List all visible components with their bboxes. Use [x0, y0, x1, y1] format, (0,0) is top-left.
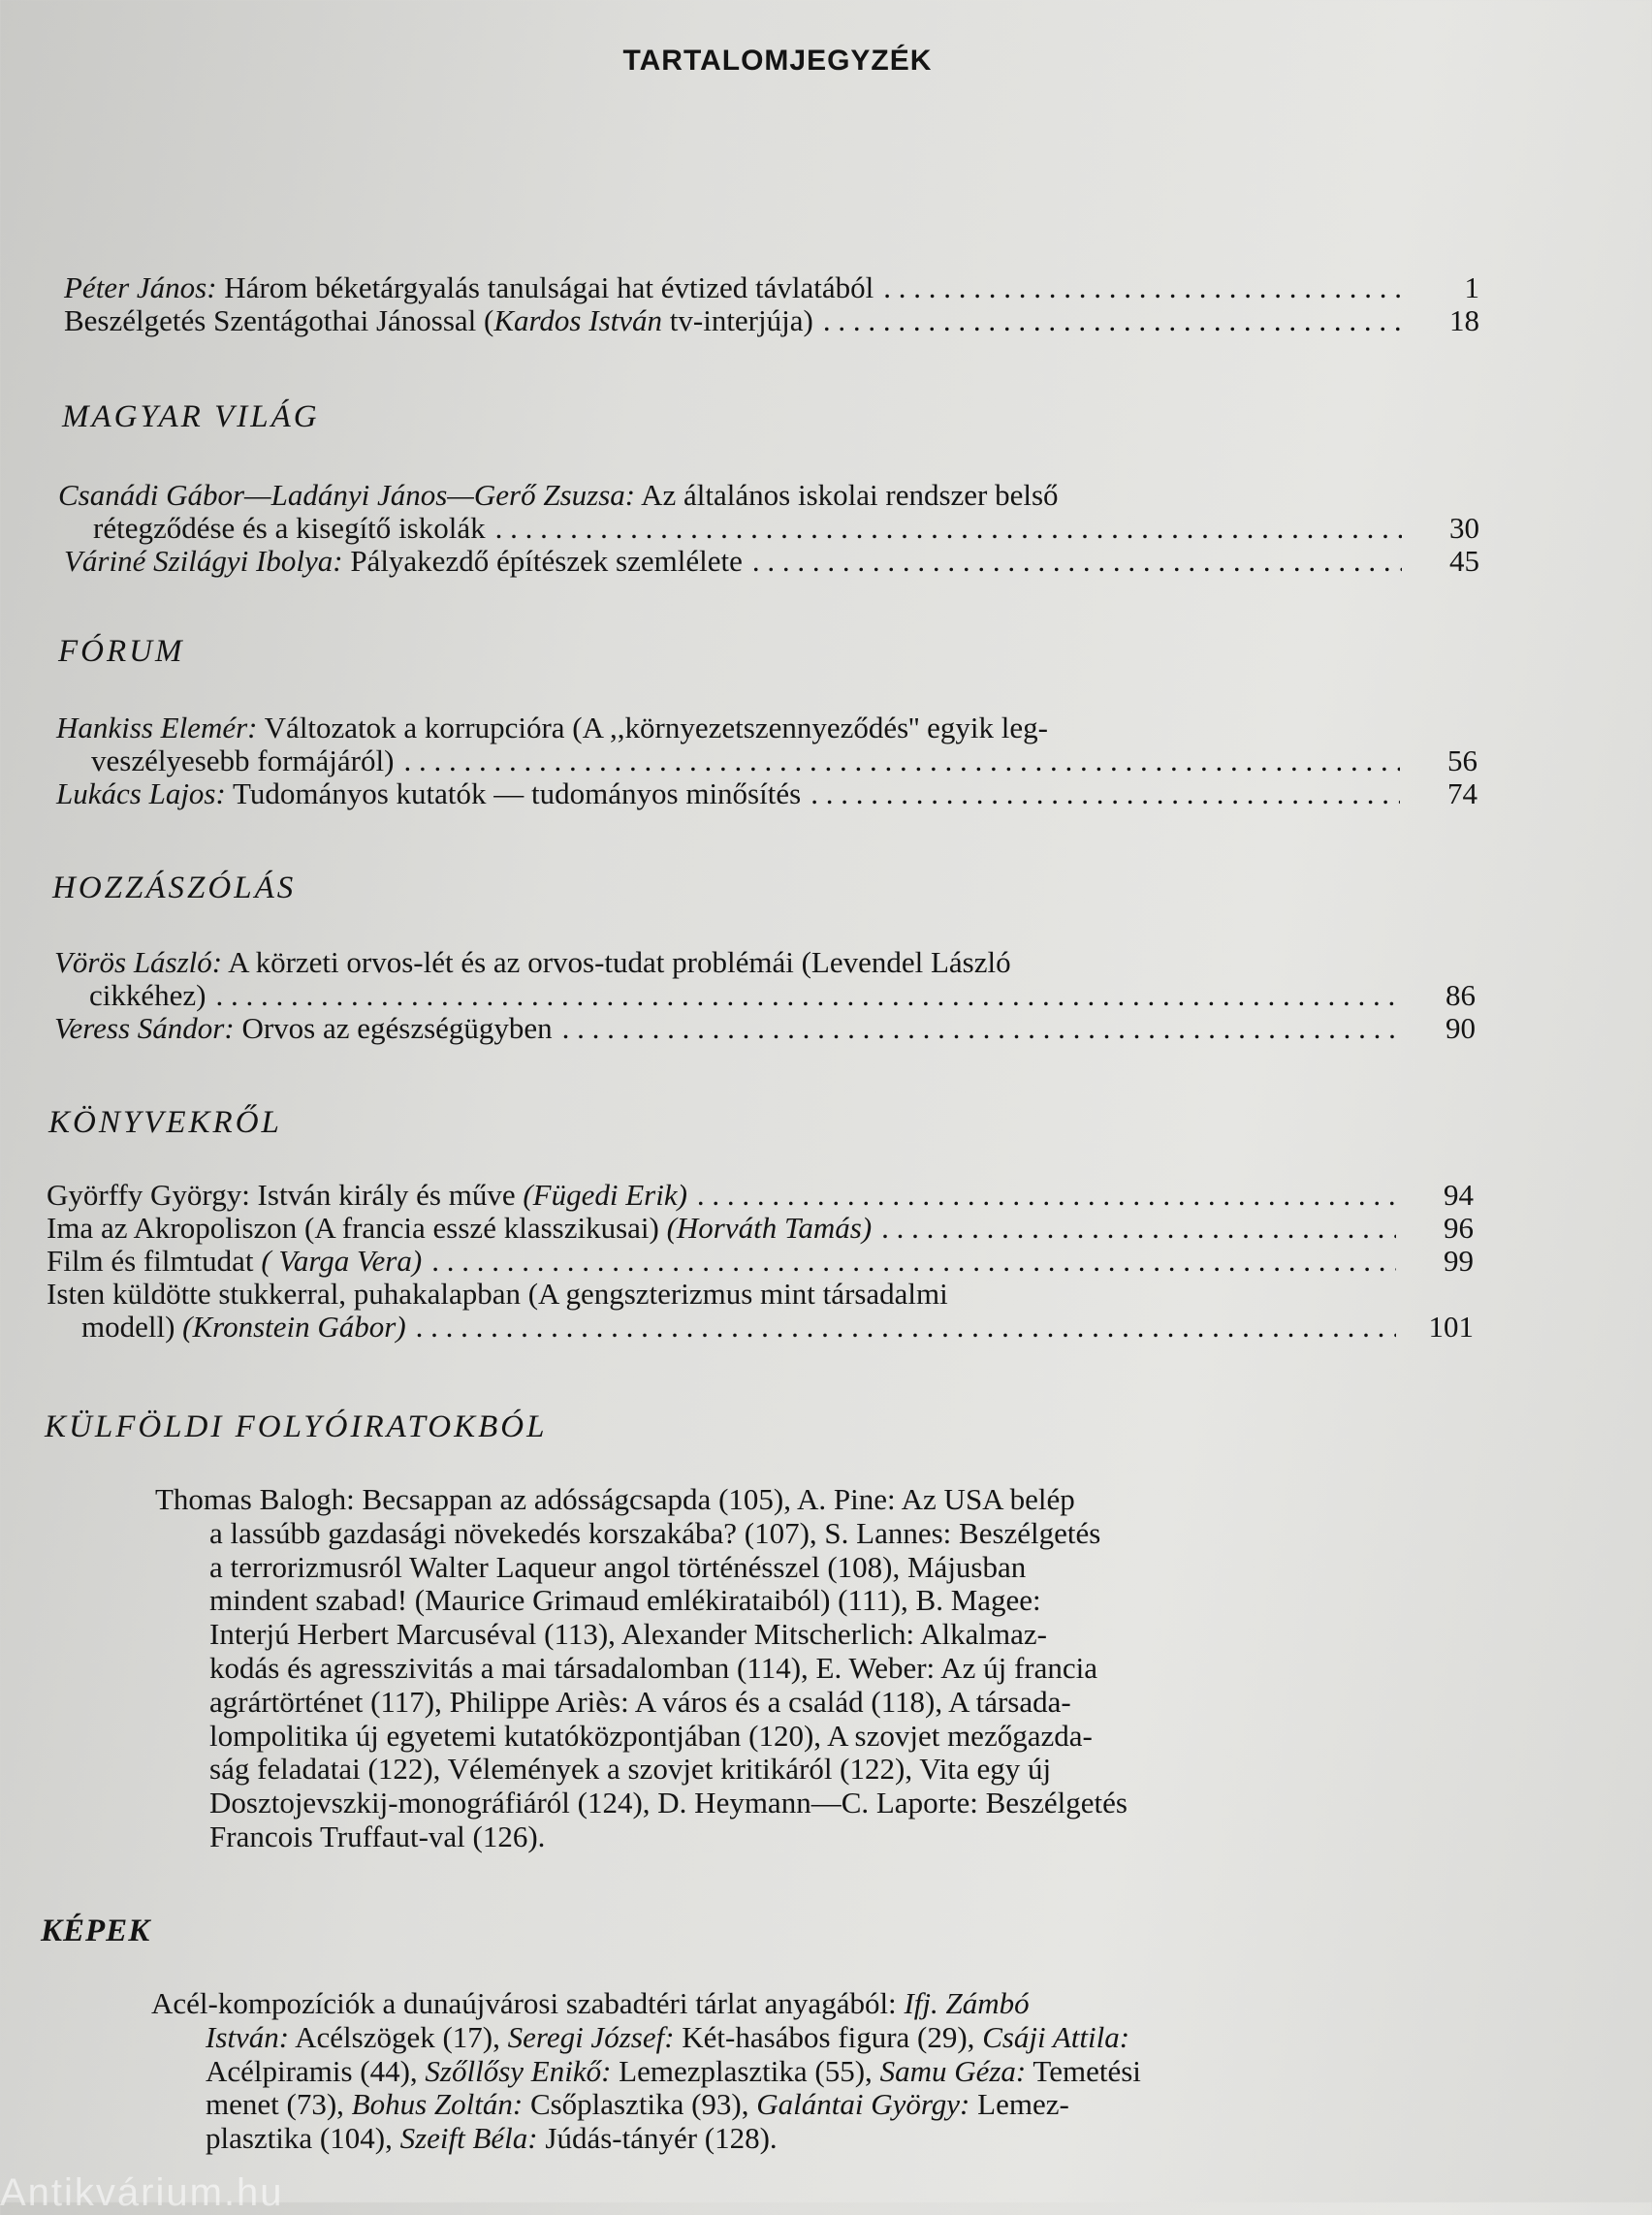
page-number: 96 [1444, 1211, 1474, 1245]
page-number: 86 [1446, 978, 1476, 1012]
toc-entry[interactable] [64, 545, 1479, 578]
watermark: Antikvárium.hu [0, 2171, 284, 2214]
page-number: 1 [1464, 270, 1479, 304]
artist-name: Szőllősy Enikő: [425, 2053, 612, 2088]
kepek-text: Két-hasábos figura (29), [674, 2019, 983, 2054]
entry-title: rétegződése és a kisegítő iskolák [93, 511, 486, 545]
dot-leader [403, 744, 1400, 777]
entry-title: veszélyesebb formájáról) [91, 744, 395, 777]
page-number: 45 [1449, 544, 1479, 578]
toc-entry[interactable] [54, 946, 1476, 1012]
entry-reviewer: (Horváth Tamás) [666, 1211, 873, 1245]
section-heading-magyar-vilag: MAGYAR VILÁG [62, 399, 320, 434]
kepek-paragraph [151, 1987, 1367, 2156]
toc-entry[interactable] [47, 1179, 1474, 1212]
entry-title: Tudományos kutatók — tudományos minősítés [225, 776, 802, 810]
paragraph-line: kodás és agresszivitás a mai társadalomban (114), E. Weber: Az új francia [209, 1650, 1097, 1685]
dot-leader [431, 1245, 1396, 1278]
entry-title: tv-interjúja) [662, 303, 813, 337]
paragraph-line: ság feladatai (122), Vélemények a szovjet kritikáról (122), Vita egy új [209, 1752, 1052, 1787]
paragraph-line: lompolitika új egyetemi kutatóközpontjában (120), A szovjet mezőgazda- [209, 1718, 1093, 1753]
dot-leader [810, 777, 1400, 810]
dot-leader [883, 271, 1402, 304]
entry-title: Orvos az egészségügyben [234, 1011, 553, 1045]
artist-name: Galántai György: [756, 2087, 970, 2122]
dot-leader [752, 545, 1402, 578]
entry-author: Vörös László: [54, 945, 223, 979]
dot-leader [416, 1311, 1396, 1344]
kepek-text: Acélszögek (17), [289, 2019, 508, 2054]
page-number: 18 [1449, 303, 1479, 337]
paragraph-line: a lassúbb gazdasági növekedés korszakába? (107), S. Lannes: Beszélgetés [209, 1515, 1101, 1550]
page-number: 56 [1447, 744, 1477, 777]
page-number: 101 [1428, 1310, 1474, 1344]
entry-author: Csanádi Gábor—Ladányi János—Gerő Zsuzsa: [58, 478, 636, 512]
page-number: 90 [1446, 1011, 1476, 1045]
kepek-text: Acélpiramis (44), [206, 2053, 426, 2088]
entry-title: Györffy György: István király és műve [47, 1178, 524, 1212]
paragraph-line: Dosztojevszkij-monográfiáról (124), D. Heymann—C. Laporte: Beszélgetés [209, 1786, 1128, 1820]
kepek-text: Csőplasztika (93), [523, 2087, 757, 2122]
paragraph-line: Francois Truffaut-val (126). [209, 1819, 546, 1853]
entry-title: cikkéhez) [89, 978, 206, 1012]
toc-entry[interactable] [47, 1212, 1474, 1245]
entry-title: Az általános iskolai rendszer belső [635, 478, 1059, 512]
entry-reviewer: (Kronstein Gábor) [182, 1310, 406, 1344]
entry-title: Beszélgetés Szentágothai Jánossal ( [64, 303, 494, 337]
toc-entry[interactable] [47, 1245, 1474, 1278]
entry-title: Pályakezdő építészek szemlélete [342, 544, 743, 578]
kepek-text: plasztika (104), [206, 2121, 400, 2156]
entry-author: Veress Sándor: [54, 1011, 235, 1045]
dot-leader [562, 1012, 1398, 1045]
entry-author: Lukács Lajos: [56, 776, 226, 810]
entry-reviewer: ( Varga Vera) [261, 1244, 423, 1278]
kepek-text: Júdás-tányér (128). [537, 2121, 778, 2156]
dot-leader [697, 1179, 1396, 1212]
entry-title: Ima az Akropoliszon (A francia esszé klasszikusai) [47, 1211, 667, 1245]
paragraph-line: a terrorizmusról Walter Laqueur angol történésszel (108), Májusban [209, 1549, 1027, 1584]
entry-reviewer: (Fügedi Erik) [523, 1178, 687, 1212]
toc-entry[interactable] [64, 304, 1479, 337]
page-number: 30 [1449, 511, 1479, 545]
entry-author: Váriné Szilágyi Ibolya: [64, 544, 343, 578]
page-number: 94 [1444, 1178, 1474, 1212]
section-heading-hozzaszolas: HOZZÁSZÓLÁS [52, 870, 297, 905]
paragraph-line: Thomas Balogh: Becsappan az adósságcsapda (105), A. Pine: Az USA belép [155, 1482, 1075, 1516]
artist-name: Csáji Attila: [982, 2019, 1130, 2054]
dot-leader [495, 512, 1402, 545]
dot-leader [881, 1212, 1396, 1245]
artist-name: Samu Géza: [879, 2053, 1027, 2088]
dot-leader [823, 304, 1402, 337]
entry-title: Három béketárgyalás tanulságai hat évtized távlatából [216, 270, 874, 304]
entry-title: modell) [81, 1310, 183, 1344]
entry-author: Péter János: [64, 270, 217, 304]
toc-entry[interactable] [56, 777, 1477, 810]
entry-title: Változatok a korrupcióra (A ,,környezetszennyeződés'' egyik leg- [257, 711, 1048, 744]
entry-title: Film és filmtudat [47, 1244, 262, 1278]
kepek-text: Temetési [1026, 2053, 1141, 2088]
kepek-text: Acél-kompozíciók a dunaújvárosi szabadtéri tárlat anyagából: [151, 1986, 905, 2020]
kepek-text: Lemezplasztika (55), [611, 2053, 880, 2088]
paragraph-line: agrártörténet (117), Philippe Ariès: A város és a család (118), A társada- [209, 1684, 1071, 1719]
toc-entry[interactable] [47, 1278, 1474, 1344]
entry-title: A körzeti orvos-lét és az orvos-tudat problémái (Levendel László [222, 945, 1011, 979]
entry-author: Hankiss Elemér: [56, 711, 258, 744]
artist-name: István: [206, 2019, 290, 2054]
page-number: 99 [1444, 1244, 1474, 1278]
page-title: TARTALOMJEGYZÉK [622, 45, 933, 77]
artist-name: Szeift Béla: [399, 2121, 538, 2156]
section-heading-forum: FÓRUM [58, 634, 185, 669]
paragraph-line: Interjú Herbert Marcuséval (113), Alexander Mitscherlich: Alkalmaz- [209, 1617, 1047, 1652]
section-heading-konyvekrol: KÖNYVEKRŐL [48, 1105, 282, 1140]
entry-author: Kardos István [493, 303, 663, 337]
dot-leader [215, 979, 1398, 1012]
toc-entry[interactable] [58, 479, 1479, 545]
artist-name: Seregi József: [507, 2019, 675, 2054]
entry-title: Isten küldötte stukkerral, puhakalapban (A gengszterizmus mint társadalmi [47, 1277, 948, 1311]
kepek-text: menet (73), [206, 2087, 352, 2122]
toc-entry[interactable] [64, 271, 1479, 304]
section-heading-kulfoldi: KÜLFÖLDI FOLYÓIRATOKBÓL [45, 1409, 548, 1444]
kulfoldi-paragraph [155, 1483, 1377, 1854]
toc-entry[interactable] [56, 712, 1477, 777]
toc-entry[interactable] [54, 1012, 1476, 1045]
paragraph-line: mindent szabad! (Maurice Grimaud emlékirataiból) (111), B. Magee: [209, 1583, 1041, 1618]
artist-name: Ifj. Zámbó [904, 1986, 1030, 2020]
artist-name: Bohus Zoltán: [351, 2087, 524, 2122]
section-heading-kepek: KÉPEK [41, 1914, 151, 1948]
page-number: 74 [1447, 776, 1477, 810]
kepek-text: Lemez- [969, 2087, 1069, 2122]
